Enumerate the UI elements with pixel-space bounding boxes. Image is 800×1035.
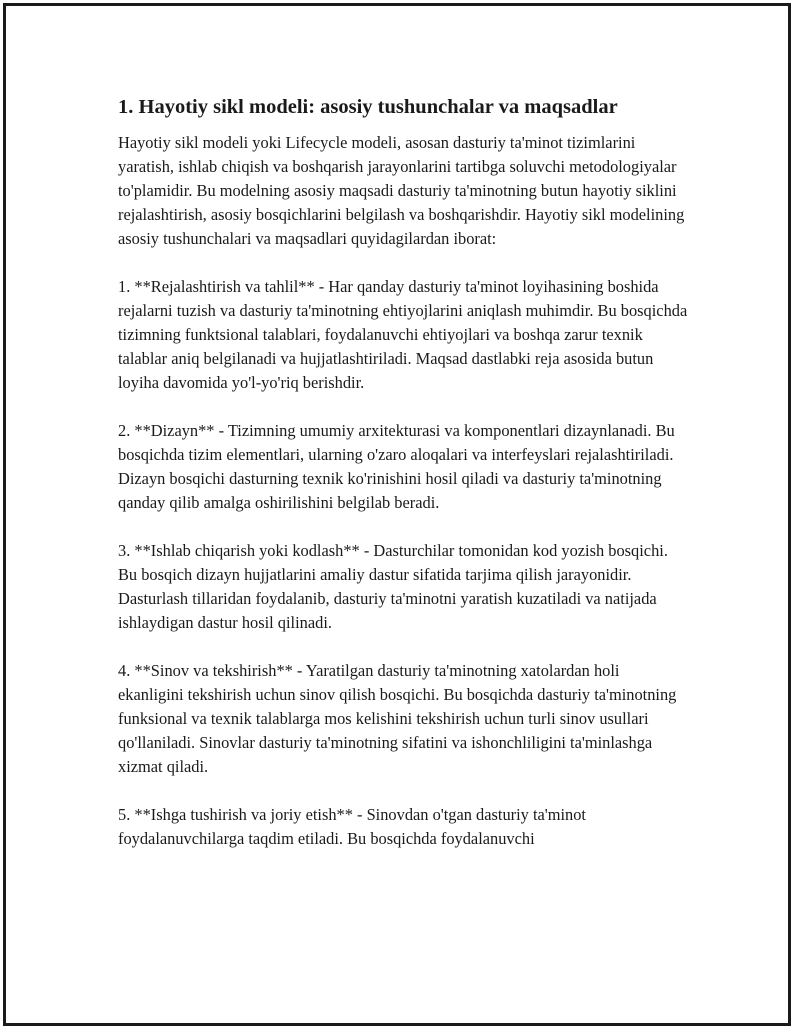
step-5-paragraph: 5. **Ishga tushirish va joriy etish** - Sinovdan o'tgan dasturiy ta'minot foydalanuvchilarga taqdim etiladi. Bu bosqichda foydalanuvchi xyxy=(118,805,586,848)
step-2-paragraph: 2. **Dizayn** - Tizimning umumiy arxitekturasi va komponentlari dizaynlanadi. Bu bosqichda tizim elementlari, ularning o'zaro aloqalari va interfeyslari rejalashtiriladi. Dizayn bosqichi dasturning texnik ko'rinishini hosil qiladi va dasturiy ta'minotning qanday qilib amalga oshirilishini belgilab beradi. xyxy=(118,421,675,512)
intro-paragraph: Hayotiy sikl modeli yoki Lifecycle modeli, asosan dasturiy ta'minot tizimlarini yaratish, ishlab chiqish va boshqarish jarayonlarini tartibga soluvchi metodologiyalar to'plamidir. Bu modelning asosiy maqsadi dasturiy ta'minotning butun hayotiy siklini rejalashtirish, asosiy bosqichlarini belgilash va boshqarishdir. Hayotiy sikl modelining asosiy tushunchalari va maqsadlari quyidagilardan iborat: xyxy=(118,133,685,248)
step-1-paragraph: 1. **Rejalashtirish va tahlil** - Har qanday dasturiy ta'minot loyihasining boshida rejalarni tuzish va dasturiy ta'minotning ehtiyojlarini aniqlash muhimdir. Bu bosqichda tizimning funktsional talablari, foydalanuvchi ehtiyojlari va boshqa zarur texnik talablar aniq belgilanadi va hujjatlashtiriladi. Maqsad dastlabki reja asosida butun loyiha davomida yo'l-yo'riq berishdir. xyxy=(118,277,688,392)
step-4-paragraph: 4. **Sinov va tekshirish** - Yaratilgan dasturiy ta'minotning xatolardan holi ekanligini tekshirish uchun sinov qilish bosqichi. Bu bosqichda dasturiy ta'minotning funksional va texnik talablarga mos kelishini tekshirish uchun turli sinov usullari qo'llaniladi. Sinovlar dasturiy ta'minotning sifatini va ishonchliligini ta'minlashga xizmat qiladi. xyxy=(118,661,677,776)
document-body xyxy=(118,93,688,875)
section-heading: 1. Hayotiy sikl modeli: asosiy tushunchalar va maqsadlar xyxy=(118,96,618,118)
step-3-paragraph: 3. **Ishlab chiqarish yoki kodlash** - Dasturchilar tomonidan kod yozish bosqichi. Bu bosqich dizayn hujjatlarini amaliy dastur sifatida tarjima qilish jarayonidir. Dasturlash tillaridan foydalanib, dasturiy ta'minotni yaratish kuzatiladi va natijada ishlaydigan dastur hosil qilinadi. xyxy=(118,541,668,632)
